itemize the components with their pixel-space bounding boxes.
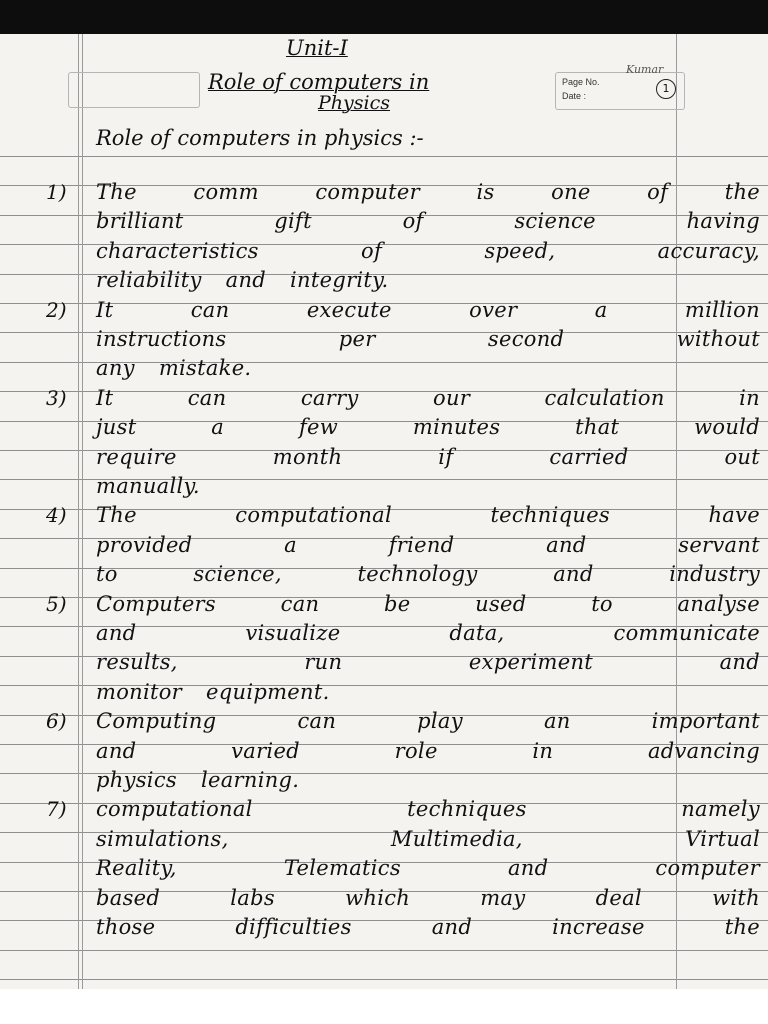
point-number: 6) bbox=[46, 709, 67, 734]
note-line: reliability and integrity. bbox=[96, 268, 389, 293]
note-line: and visualize data, communicate bbox=[96, 621, 760, 645]
note-line: The computational techniques have bbox=[96, 503, 760, 528]
note-line: those difficulties and increase the bbox=[96, 915, 760, 939]
note-line: require month if carried out bbox=[96, 444, 760, 469]
chapter-title-line2: Physics bbox=[318, 92, 390, 114]
point-number: 2) bbox=[46, 297, 67, 322]
note-line: Computers can be used to analyse bbox=[96, 591, 760, 616]
bottom-white-border bbox=[0, 989, 768, 1024]
note-line: just a few minutes that would bbox=[96, 415, 760, 440]
point-number: 7) bbox=[46, 797, 67, 822]
note-line: Reality, Telematics and computer bbox=[96, 856, 760, 881]
note-line: based labs which may deal with bbox=[96, 885, 760, 910]
page-number-circle: 1 bbox=[656, 79, 676, 99]
page-no-label: Page No. bbox=[562, 77, 600, 87]
note-line: provided a friend and servant bbox=[96, 532, 760, 557]
note-line: to science, technology and industry bbox=[96, 562, 760, 587]
note-line: simulations, Multimedia, Virtual bbox=[96, 826, 760, 851]
note-line: It can carry our calculation in bbox=[96, 385, 760, 410]
point-number: 1) bbox=[46, 180, 67, 204]
note-line: Computing can play an important bbox=[96, 709, 760, 734]
date-label: Date : bbox=[562, 91, 587, 101]
section-heading: Role of computers in physics :- bbox=[96, 126, 424, 150]
signature: Kumar bbox=[626, 63, 664, 76]
ruled-line bbox=[0, 950, 768, 951]
point-number: 5) bbox=[46, 591, 67, 616]
note-line: physics learning. bbox=[96, 768, 300, 792]
ruled-line bbox=[0, 156, 768, 157]
note-line: results, run experiment and bbox=[96, 650, 760, 675]
note-line: It can execute over a million bbox=[96, 297, 760, 322]
unit-title: Unit-I bbox=[286, 36, 348, 60]
note-line: monitor equipment. bbox=[96, 679, 330, 704]
note-line: instructions per second without bbox=[96, 327, 760, 351]
note-line: The comm computer is one of the bbox=[96, 180, 760, 204]
note-line: computational techniques namely bbox=[96, 797, 760, 822]
note-line: brilliant gift of science having bbox=[96, 209, 760, 234]
faded-header-box-left bbox=[68, 72, 200, 108]
note-line: and varied role in advancing bbox=[96, 738, 760, 763]
point-number: 4) bbox=[46, 503, 67, 528]
note-line: any mistake. bbox=[96, 356, 252, 381]
top-dark-border bbox=[0, 0, 768, 34]
chapter-title-line1: Role of computers in bbox=[208, 70, 430, 94]
note-line: manually. bbox=[96, 474, 200, 498]
notebook-page bbox=[0, 34, 768, 989]
point-number: 3) bbox=[46, 385, 67, 410]
note-line: characteristics of speed, accuracy, bbox=[96, 238, 760, 263]
ruled-line bbox=[0, 979, 768, 980]
page-date-box bbox=[555, 63, 685, 110]
